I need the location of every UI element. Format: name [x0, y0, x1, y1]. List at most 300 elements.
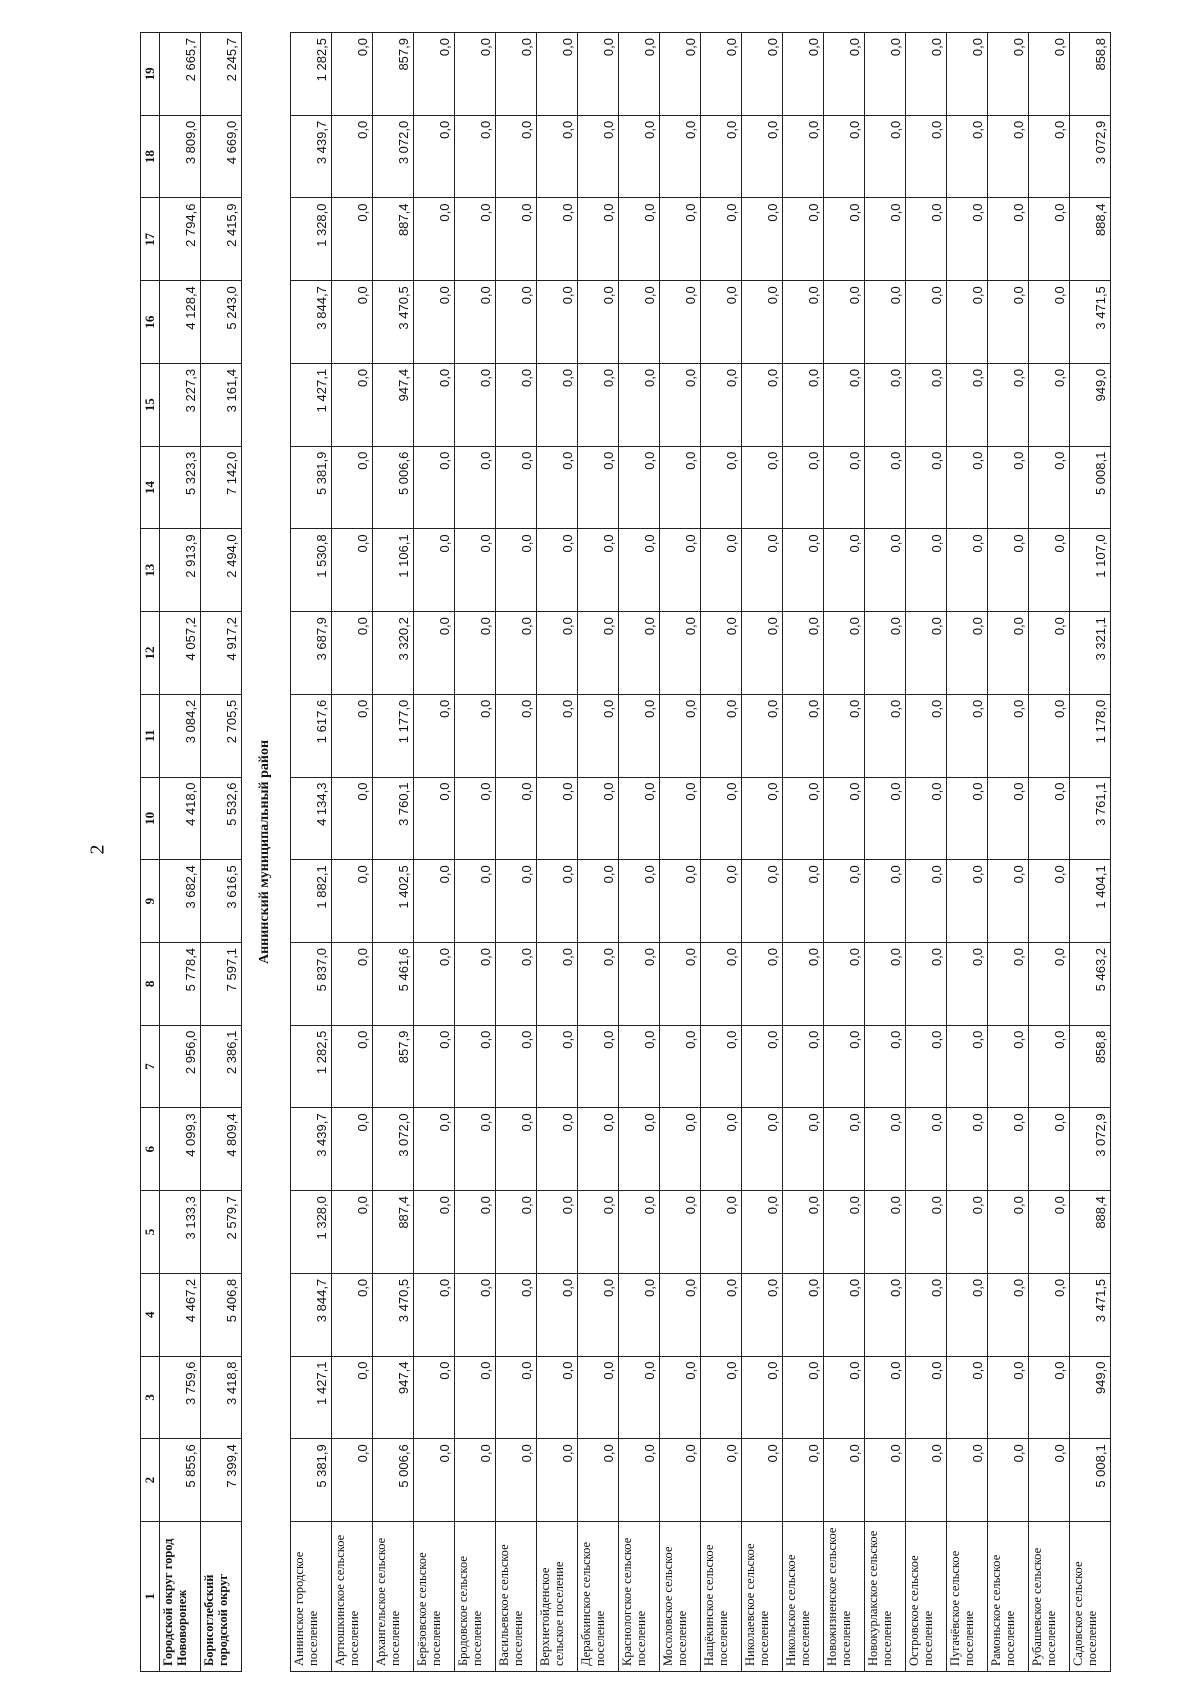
cell-value: 0,0	[865, 33, 906, 116]
cell-value: 0,0	[783, 115, 824, 198]
row-name: Островское сельское поселение	[906, 1522, 947, 1672]
cell-value: 0,0	[619, 1108, 660, 1191]
cell-value: 0,0	[578, 612, 619, 695]
cell-value: 0,0	[414, 1273, 455, 1356]
cell-value: 0,0	[455, 612, 496, 695]
cell-value: 0,0	[496, 777, 537, 860]
row-name: Аннинское городское поселение	[291, 1522, 332, 1672]
cell-value: 0,0	[578, 281, 619, 364]
cell-value: 0,0	[660, 198, 701, 281]
cell-value: 3 133,3	[160, 1191, 201, 1274]
table-row	[1070, 33, 1111, 1672]
cell-value: 1 427,1	[291, 363, 332, 446]
header-row	[141, 33, 160, 1672]
cell-value: 0,0	[865, 1439, 906, 1522]
column-header: 14	[141, 446, 160, 529]
cell-value: 0,0	[619, 860, 660, 943]
cell-value: 0,0	[496, 1273, 537, 1356]
cell-value: 0,0	[824, 1439, 865, 1522]
table-row	[988, 33, 1029, 1672]
cell-value: 0,0	[947, 33, 988, 116]
rotated-page	[140, 32, 1108, 1672]
cell-value: 3 072,9	[1070, 115, 1111, 198]
cell-value: 1 106,1	[373, 529, 414, 612]
cell-value: 0,0	[414, 446, 455, 529]
cell-value: 0,0	[865, 446, 906, 529]
cell-value: 0,0	[619, 281, 660, 364]
cell-value: 0,0	[619, 198, 660, 281]
cell-value: 0,0	[742, 942, 783, 1025]
cell-value: 0,0	[783, 363, 824, 446]
cell-value: 0,0	[947, 115, 988, 198]
table-row	[660, 33, 701, 1672]
table-row	[455, 33, 496, 1672]
cell-value: 0,0	[783, 529, 824, 612]
cell-value: 0,0	[701, 446, 742, 529]
table-row	[906, 33, 947, 1672]
cell-value: 0,0	[578, 1439, 619, 1522]
cell-value: 0,0	[701, 860, 742, 943]
cell-value: 0,0	[619, 777, 660, 860]
cell-value: 0,0	[496, 281, 537, 364]
cell-value: 0,0	[742, 446, 783, 529]
cell-value: 0,0	[988, 612, 1029, 695]
cell-value: 0,0	[701, 1356, 742, 1439]
cell-value: 0,0	[947, 1273, 988, 1356]
cell-value: 0,0	[537, 1108, 578, 1191]
cell-value: 0,0	[988, 529, 1029, 612]
cell-value: 0,0	[783, 1273, 824, 1356]
cell-value: 0,0	[906, 1273, 947, 1356]
cell-value: 0,0	[660, 777, 701, 860]
cell-value: 0,0	[537, 694, 578, 777]
cell-value: 888,4	[1070, 198, 1111, 281]
column-header: 4	[141, 1273, 160, 1356]
cell-value: 4 467,2	[160, 1273, 201, 1356]
cell-value: 3 418,8	[201, 1356, 242, 1439]
cell-value: 857,9	[373, 1025, 414, 1108]
cell-value: 0,0	[906, 1191, 947, 1274]
column-header: 5	[141, 1191, 160, 1274]
cell-value: 0,0	[742, 1439, 783, 1522]
cell-value: 3 809,0	[160, 115, 201, 198]
cell-value: 5 381,9	[291, 1439, 332, 1522]
cell-value: 2 913,9	[160, 529, 201, 612]
cell-value: 0,0	[332, 529, 373, 612]
cell-value: 5 008,1	[1070, 1439, 1111, 1522]
cell-value: 0,0	[660, 1356, 701, 1439]
cell-value: 5 461,6	[373, 942, 414, 1025]
cell-value: 0,0	[414, 860, 455, 943]
cell-value: 3 161,4	[201, 363, 242, 446]
cell-value: 0,0	[1029, 1356, 1070, 1439]
table-row	[578, 33, 619, 1672]
table-row	[701, 33, 742, 1672]
cell-value: 858,8	[1070, 33, 1111, 116]
cell-value: 1 402,5	[373, 860, 414, 943]
cell-value: 0,0	[496, 942, 537, 1025]
cell-value: 0,0	[537, 942, 578, 1025]
cell-value: 0,0	[332, 1439, 373, 1522]
cell-value: 0,0	[824, 1356, 865, 1439]
cell-value: 3 084,2	[160, 694, 201, 777]
cell-value: 0,0	[660, 860, 701, 943]
cell-value: 5 381,9	[291, 446, 332, 529]
table-row	[373, 33, 414, 1672]
cell-value: 0,0	[1029, 281, 1070, 364]
table-row	[496, 33, 537, 1672]
cell-value: 0,0	[619, 1191, 660, 1274]
cell-value: 0,0	[619, 1356, 660, 1439]
cell-value: 0,0	[332, 777, 373, 860]
column-header: 11	[141, 694, 160, 777]
cell-value: 0,0	[947, 281, 988, 364]
cell-value: 0,0	[660, 1108, 701, 1191]
data-table	[140, 32, 1111, 1672]
cell-value: 0,0	[988, 198, 1029, 281]
cell-value: 0,0	[701, 363, 742, 446]
cell-value: 3 760,1	[373, 777, 414, 860]
cell-value: 2 579,7	[201, 1191, 242, 1274]
cell-value: 0,0	[414, 1356, 455, 1439]
cell-value: 0,0	[414, 942, 455, 1025]
cell-value: 3 687,9	[291, 612, 332, 695]
cell-value: 0,0	[701, 1273, 742, 1356]
cell-value: 0,0	[578, 363, 619, 446]
cell-value: 0,0	[1029, 198, 1070, 281]
cell-value: 0,0	[742, 281, 783, 364]
cell-value: 4 057,2	[160, 612, 201, 695]
cell-value: 0,0	[332, 1191, 373, 1274]
row-name: Васильевское сельское поселение	[496, 1522, 537, 1672]
cell-value: 0,0	[578, 777, 619, 860]
row-name: Рамоньское сельское поселение	[988, 1522, 1029, 1672]
cell-value: 0,0	[1029, 1025, 1070, 1108]
table-row	[865, 33, 906, 1672]
cell-value: 0,0	[824, 1108, 865, 1191]
row-name: Верхнетойденское сельское поселение	[537, 1522, 578, 1672]
column-header: 8	[141, 942, 160, 1025]
cell-value: 0,0	[824, 115, 865, 198]
cell-value: 0,0	[619, 694, 660, 777]
cell-value: 0,0	[1029, 1439, 1070, 1522]
cell-value: 0,0	[701, 33, 742, 116]
cell-value: 0,0	[783, 33, 824, 116]
cell-value: 0,0	[578, 115, 619, 198]
column-header: 16	[141, 281, 160, 364]
row-name: Дерабкинское сельское поселение	[578, 1522, 619, 1672]
cell-value: 3 682,4	[160, 860, 201, 943]
cell-value: 0,0	[824, 363, 865, 446]
cell-value: 3 759,6	[160, 1356, 201, 1439]
cell-value: 0,0	[578, 1025, 619, 1108]
table-row	[291, 33, 332, 1672]
cell-value: 887,4	[373, 198, 414, 281]
cell-value: 3 471,5	[1070, 1273, 1111, 1356]
cell-value: 1 177,0	[373, 694, 414, 777]
cell-value: 0,0	[783, 694, 824, 777]
cell-value: 5 532,6	[201, 777, 242, 860]
row-name: Рубашевское сельское поселение	[1029, 1522, 1070, 1672]
cell-value: 0,0	[455, 281, 496, 364]
cell-value: 1 882,1	[291, 860, 332, 943]
cell-value: 0,0	[537, 363, 578, 446]
row-name: Бродовское сельское поселение	[455, 1522, 496, 1672]
cell-value: 0,0	[742, 115, 783, 198]
cell-value: 0,0	[865, 529, 906, 612]
cell-value: 3 072,9	[1070, 1108, 1111, 1191]
cell-value: 1 328,0	[291, 198, 332, 281]
cell-value: 0,0	[742, 1273, 783, 1356]
table-row	[1029, 33, 1070, 1672]
cell-value: 0,0	[906, 446, 947, 529]
cell-value: 0,0	[455, 777, 496, 860]
cell-value: 0,0	[906, 281, 947, 364]
column-header: 1	[141, 1522, 160, 1672]
cell-value: 1 427,1	[291, 1356, 332, 1439]
cell-value: 0,0	[578, 1273, 619, 1356]
cell-value: 0,0	[701, 1108, 742, 1191]
column-header: 12	[141, 612, 160, 695]
cell-value: 0,0	[783, 1191, 824, 1274]
cell-value: 2 705,5	[201, 694, 242, 777]
cell-value: 0,0	[783, 446, 824, 529]
table-row	[742, 33, 783, 1672]
cell-value: 0,0	[537, 1025, 578, 1108]
cell-value: 0,0	[332, 1273, 373, 1356]
cell-value: 3 470,5	[373, 1273, 414, 1356]
cell-value: 0,0	[455, 1108, 496, 1191]
cell-value: 0,0	[1029, 446, 1070, 529]
cell-value: 0,0	[660, 612, 701, 695]
cell-value: 0,0	[578, 1356, 619, 1439]
cell-value: 0,0	[332, 198, 373, 281]
cell-value: 0,0	[660, 33, 701, 116]
cell-value: 0,0	[660, 363, 701, 446]
cell-value: 0,0	[537, 1191, 578, 1274]
cell-value: 0,0	[742, 198, 783, 281]
cell-value: 0,0	[742, 1356, 783, 1439]
cell-value: 0,0	[332, 860, 373, 943]
cell-value: 2 494,0	[201, 529, 242, 612]
cell-value: 1 617,6	[291, 694, 332, 777]
cell-value: 4 134,3	[291, 777, 332, 860]
row-name: Пугачёвское сельское поселение	[947, 1522, 988, 1672]
cell-value: 0,0	[906, 694, 947, 777]
cell-value: 3 072,0	[373, 115, 414, 198]
column-header: 15	[141, 363, 160, 446]
cell-value: 0,0	[619, 363, 660, 446]
cell-value: 0,0	[414, 1191, 455, 1274]
cell-value: 0,0	[1029, 363, 1070, 446]
cell-value: 3 439,7	[291, 1108, 332, 1191]
cell-value: 0,0	[824, 281, 865, 364]
row-name: Краснологское сельское поселение	[619, 1522, 660, 1672]
cell-value: 2 415,9	[201, 198, 242, 281]
cell-value: 2 386,1	[201, 1025, 242, 1108]
cell-value: 0,0	[865, 281, 906, 364]
row-name: Мосоловское сельское поселение	[660, 1522, 701, 1672]
table-row	[414, 33, 455, 1672]
cell-value: 0,0	[947, 198, 988, 281]
row-name: Новокурлакское сельское поселение	[865, 1522, 906, 1672]
cell-value: 0,0	[742, 1025, 783, 1108]
cell-value: 0,0	[537, 1439, 578, 1522]
column-header: 7	[141, 1025, 160, 1108]
cell-value: 7 597,1	[201, 942, 242, 1025]
cell-value: 0,0	[947, 694, 988, 777]
cell-value: 0,0	[865, 694, 906, 777]
cell-value: 0,0	[824, 1273, 865, 1356]
cell-value: 0,0	[988, 363, 1029, 446]
cell-value: 0,0	[865, 198, 906, 281]
cell-value: 0,0	[455, 363, 496, 446]
cell-value: 0,0	[701, 1439, 742, 1522]
cell-value: 0,0	[701, 1025, 742, 1108]
cell-value: 0,0	[619, 115, 660, 198]
table-row	[201, 33, 242, 1672]
cell-value: 4 099,3	[160, 1108, 201, 1191]
cell-value: 0,0	[865, 1191, 906, 1274]
cell-value: 0,0	[496, 1108, 537, 1191]
cell-value: 0,0	[1029, 529, 1070, 612]
cell-value: 0,0	[455, 198, 496, 281]
cell-value: 0,0	[865, 1108, 906, 1191]
cell-value: 0,0	[865, 942, 906, 1025]
cell-value: 0,0	[824, 612, 865, 695]
table-row	[824, 33, 865, 1672]
cell-value: 0,0	[906, 115, 947, 198]
cell-value: 0,0	[701, 281, 742, 364]
cell-value: 0,0	[742, 694, 783, 777]
cell-value: 0,0	[988, 33, 1029, 116]
cell-value: 0,0	[496, 1191, 537, 1274]
cell-value: 0,0	[947, 612, 988, 695]
cell-value: 0,0	[619, 612, 660, 695]
cell-value: 0,0	[660, 115, 701, 198]
cell-value: 0,0	[455, 1439, 496, 1522]
column-header: 18	[141, 115, 160, 198]
cell-value: 0,0	[988, 777, 1029, 860]
cell-value: 3 320,2	[373, 612, 414, 695]
cell-value: 0,0	[578, 860, 619, 943]
cell-value: 1 530,8	[291, 529, 332, 612]
cell-value: 5 008,1	[1070, 446, 1111, 529]
cell-value: 1 328,0	[291, 1191, 332, 1274]
cell-value: 0,0	[865, 1356, 906, 1439]
cell-value: 3 439,7	[291, 115, 332, 198]
cell-value: 0,0	[988, 115, 1029, 198]
cell-value: 0,0	[660, 446, 701, 529]
cell-value: 3 470,5	[373, 281, 414, 364]
cell-value: 0,0	[701, 612, 742, 695]
cell-value: 0,0	[455, 529, 496, 612]
cell-value: 0,0	[742, 1191, 783, 1274]
cell-value: 0,0	[865, 860, 906, 943]
cell-value: 0,0	[537, 1356, 578, 1439]
cell-value: 1 178,0	[1070, 694, 1111, 777]
cell-value: 5 406,8	[201, 1273, 242, 1356]
cell-value: 0,0	[619, 1439, 660, 1522]
cell-value: 0,0	[988, 281, 1029, 364]
cell-value: 0,0	[660, 1273, 701, 1356]
cell-value: 0,0	[455, 446, 496, 529]
cell-value: 0,0	[414, 198, 455, 281]
cell-value: 0,0	[332, 446, 373, 529]
cell-value: 0,0	[455, 860, 496, 943]
cell-value: 0,0	[906, 860, 947, 943]
cell-value: 0,0	[988, 1356, 1029, 1439]
cell-value: 0,0	[947, 1439, 988, 1522]
cell-value: 0,0	[824, 694, 865, 777]
table-row	[947, 33, 988, 1672]
cell-value: 857,9	[373, 33, 414, 116]
cell-value: 0,0	[496, 1439, 537, 1522]
cell-value: 2 245,7	[201, 33, 242, 116]
row-name: Артюшкинское сельское поселение	[332, 1522, 373, 1672]
cell-value: 3 471,5	[1070, 281, 1111, 364]
column-header: 6	[141, 1108, 160, 1191]
cell-value: 0,0	[865, 363, 906, 446]
cell-value: 0,0	[578, 446, 619, 529]
cell-value: 0,0	[619, 1273, 660, 1356]
cell-value: 0,0	[578, 694, 619, 777]
cell-value: 0,0	[906, 1025, 947, 1108]
cell-value: 0,0	[906, 1356, 947, 1439]
cell-value: 0,0	[332, 942, 373, 1025]
cell-value: 0,0	[988, 1191, 1029, 1274]
cell-value: 0,0	[742, 1108, 783, 1191]
cell-value: 0,0	[988, 1108, 1029, 1191]
cell-value: 0,0	[906, 529, 947, 612]
cell-value: 0,0	[906, 363, 947, 446]
cell-value: 858,8	[1070, 1025, 1111, 1108]
cell-value: 0,0	[332, 612, 373, 695]
cell-value: 0,0	[332, 694, 373, 777]
cell-value: 5 006,6	[373, 446, 414, 529]
cell-value: 0,0	[455, 1191, 496, 1274]
cell-value: 0,0	[414, 1108, 455, 1191]
cell-value: 0,0	[660, 1439, 701, 1522]
cell-value: 0,0	[537, 1273, 578, 1356]
cell-value: 0,0	[947, 777, 988, 860]
cell-value: 0,0	[537, 529, 578, 612]
cell-value: 0,0	[619, 1025, 660, 1108]
cell-value: 0,0	[947, 942, 988, 1025]
cell-value: 0,0	[947, 1108, 988, 1191]
cell-value: 0,0	[783, 281, 824, 364]
cell-value: 0,0	[414, 363, 455, 446]
cell-value: 0,0	[701, 115, 742, 198]
cell-value: 1 107,0	[1070, 529, 1111, 612]
cell-value: 5 855,6	[160, 1439, 201, 1522]
cell-value: 4 917,2	[201, 612, 242, 695]
cell-value: 0,0	[414, 694, 455, 777]
cell-value: 0,0	[865, 115, 906, 198]
cell-value: 0,0	[701, 942, 742, 1025]
cell-value: 5 323,3	[160, 446, 201, 529]
cell-value: 0,0	[496, 1356, 537, 1439]
cell-value: 887,4	[373, 1191, 414, 1274]
cell-value: 0,0	[414, 529, 455, 612]
page-number: 2	[86, 844, 109, 855]
cell-value: 0,0	[414, 115, 455, 198]
column-header: 10	[141, 777, 160, 860]
cell-value: 0,0	[578, 1108, 619, 1191]
row-name: Садовское сельское поселение	[1070, 1522, 1111, 1672]
cell-value: 0,0	[496, 612, 537, 695]
cell-value: 0,0	[742, 860, 783, 943]
